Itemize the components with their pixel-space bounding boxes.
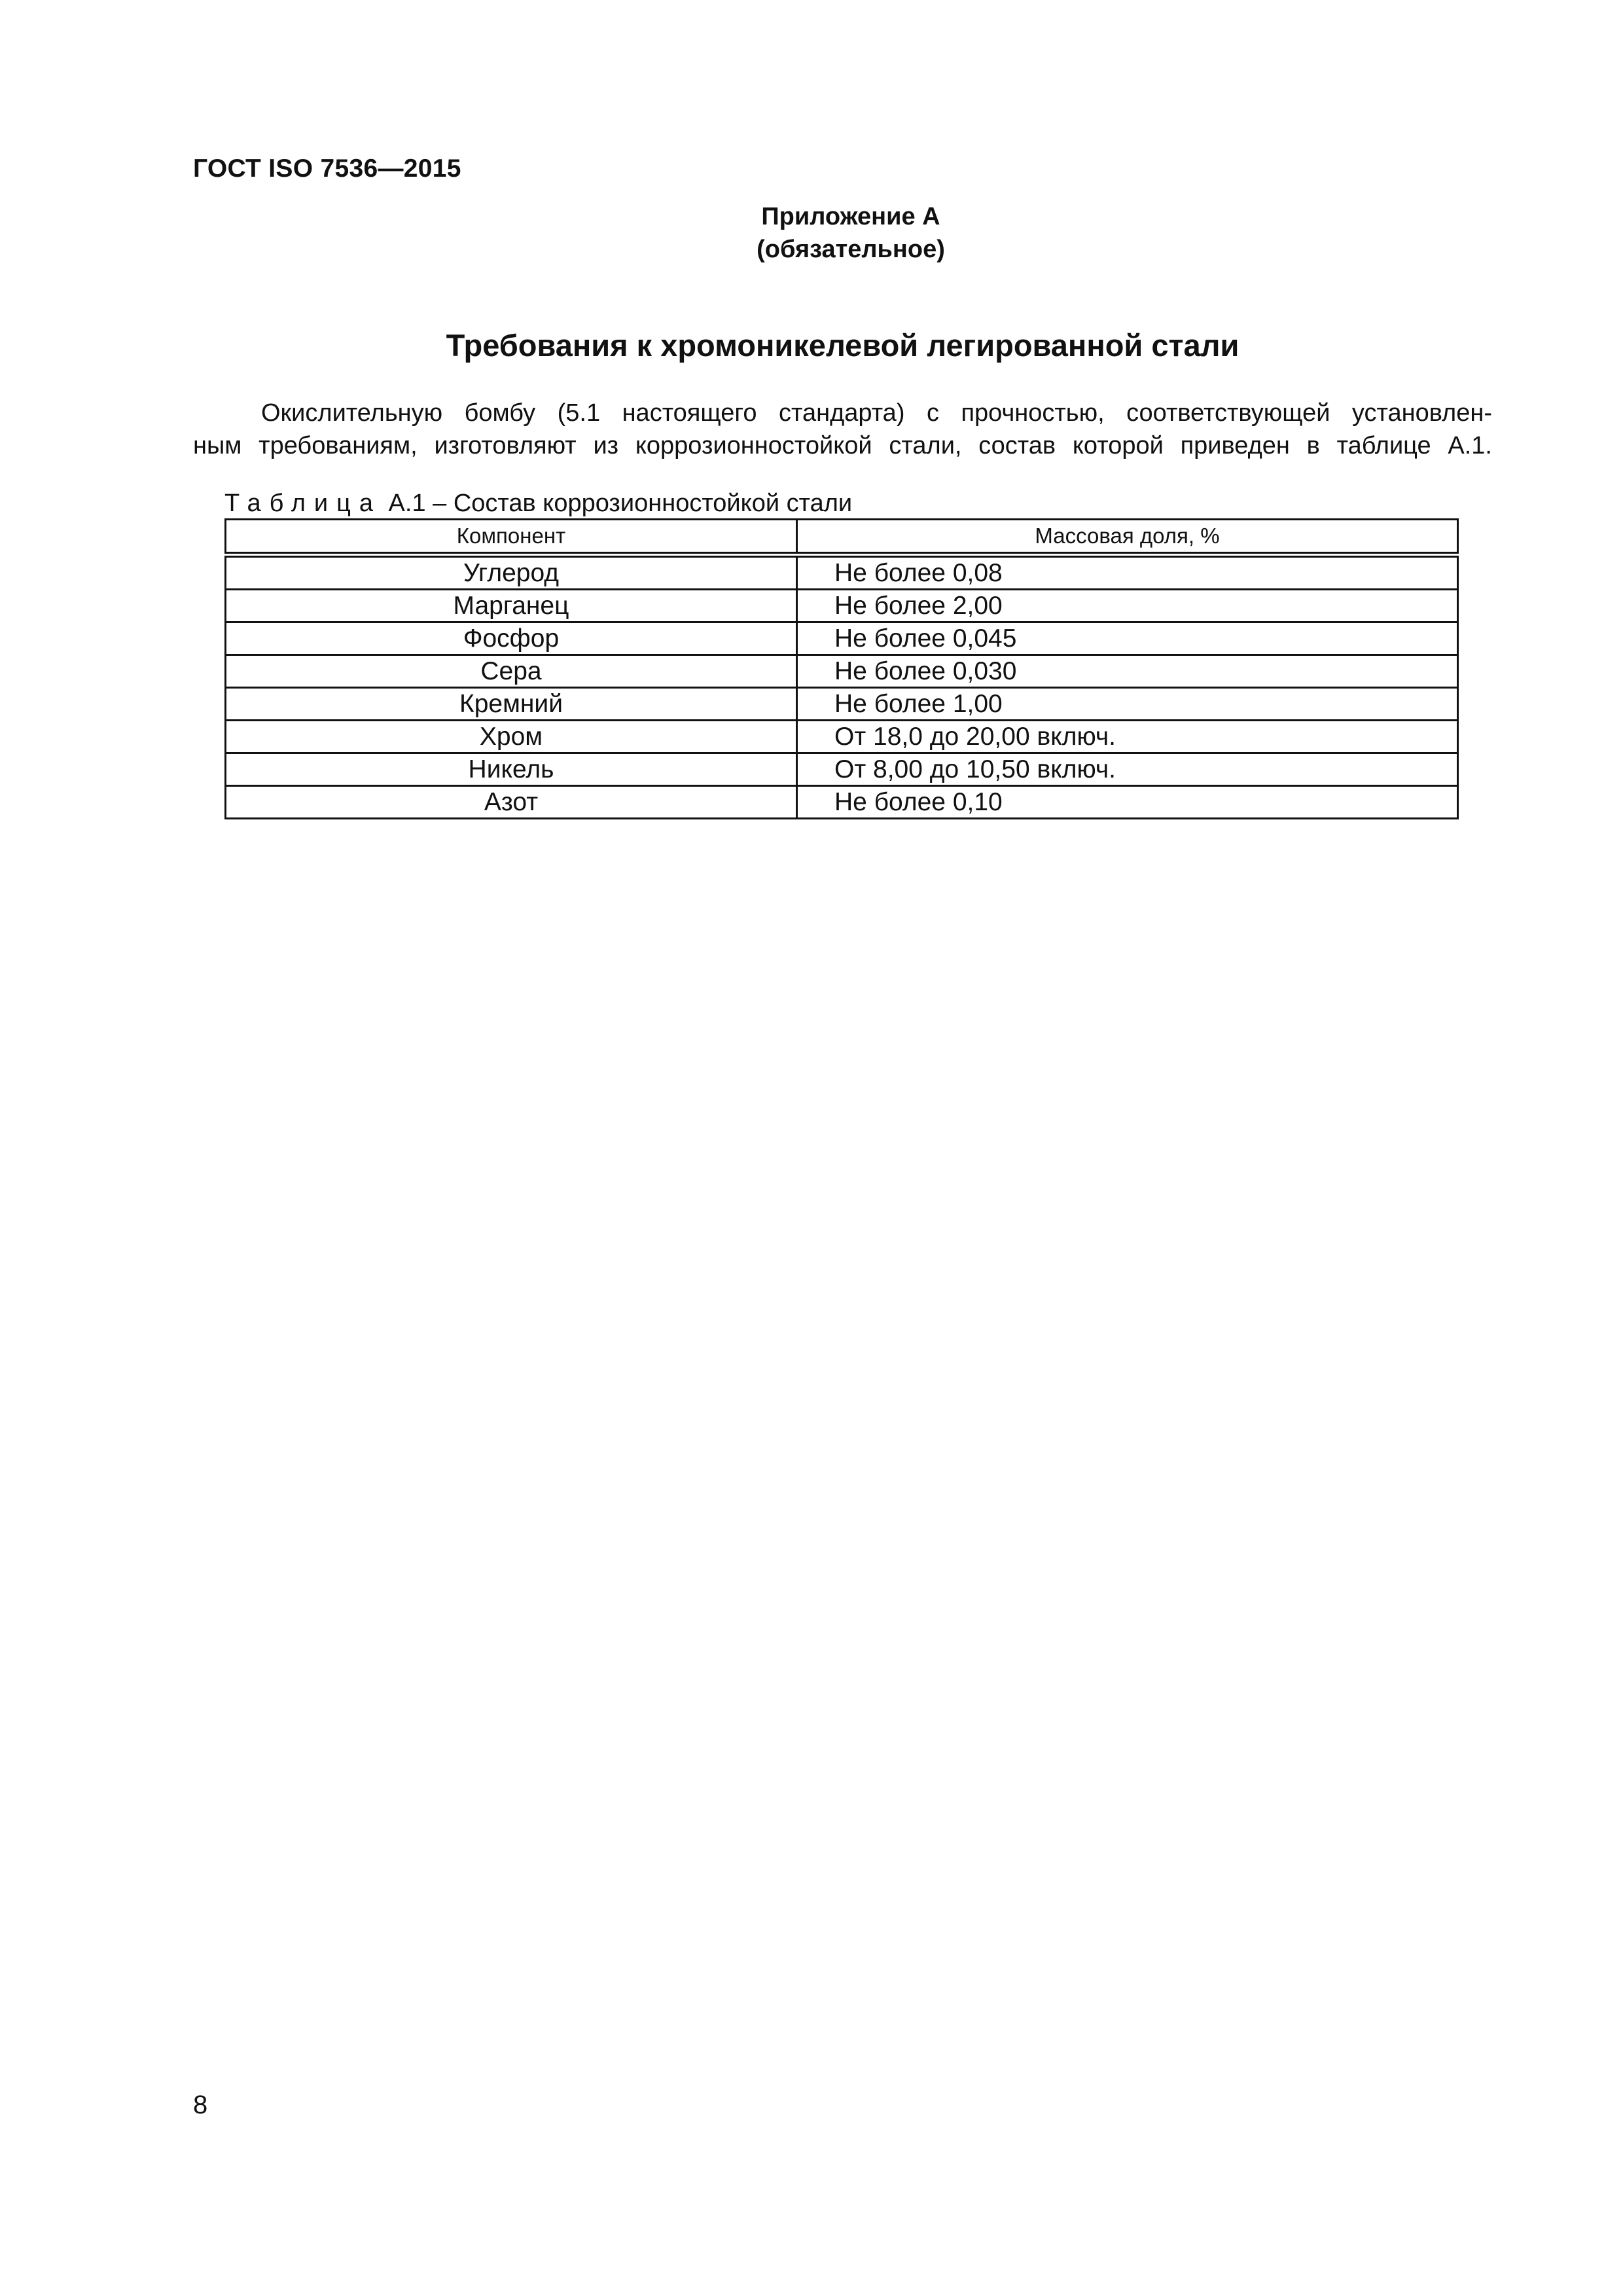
component-cell: Хром <box>226 721 797 753</box>
table-row <box>226 555 1458 590</box>
table-caption-text: А.1 – Состав коррозионностойкой стали <box>382 490 853 517</box>
table-row <box>226 655 1458 688</box>
table-caption <box>224 490 852 518</box>
paragraph-line: Окислительную бомбу (5.1 настоящего стандарта) с прочностью, соответствующей установлен- <box>261 399 1492 427</box>
component-cell: Сера <box>226 655 797 688</box>
value-cell: Не более 2,00 <box>797 590 1458 622</box>
body-paragraph <box>193 397 1492 462</box>
table-row <box>226 590 1458 622</box>
header-component: Компонент <box>226 520 797 555</box>
value-cell: Не более 0,08 <box>797 555 1458 590</box>
value-cell: От 18,0 до 20,00 включ. <box>797 721 1458 753</box>
section-title: Требования к хромоникелевой легированной стали <box>446 328 1240 363</box>
composition-table <box>224 518 1459 819</box>
table-row <box>226 721 1458 753</box>
table-row <box>226 753 1458 786</box>
annex-status: (обязательное) <box>757 236 945 263</box>
page-number: 8 <box>193 2090 208 2119</box>
header-mass-fraction: Массовая доля, % <box>797 520 1458 555</box>
annex-title: Приложение А <box>761 203 940 230</box>
paragraph-line: ным требованиям, изготовляют из коррозионностойкой стали, состав которой приведен в таблице А.1. <box>193 432 1492 459</box>
component-cell: Углерод <box>226 555 797 590</box>
component-cell: Фосфор <box>226 622 797 655</box>
component-cell: Марганец <box>226 590 797 622</box>
component-cell: Никель <box>226 753 797 786</box>
value-cell: Не более 1,00 <box>797 688 1458 721</box>
table-row <box>226 786 1458 819</box>
value-cell: Не более 0,030 <box>797 655 1458 688</box>
value-cell: Не более 0,045 <box>797 622 1458 655</box>
document-id: ГОСТ ISO 7536—2015 <box>193 154 461 183</box>
value-cell: Не более 0,10 <box>797 786 1458 819</box>
table-row <box>226 688 1458 721</box>
component-cell: Кремний <box>226 688 797 721</box>
table-header-row <box>226 520 1458 555</box>
component-cell: Азот <box>226 786 797 819</box>
value-cell: От 8,00 до 10,50 включ. <box>797 753 1458 786</box>
table-row <box>226 622 1458 655</box>
table-caption-lead: Таблица <box>224 490 382 517</box>
